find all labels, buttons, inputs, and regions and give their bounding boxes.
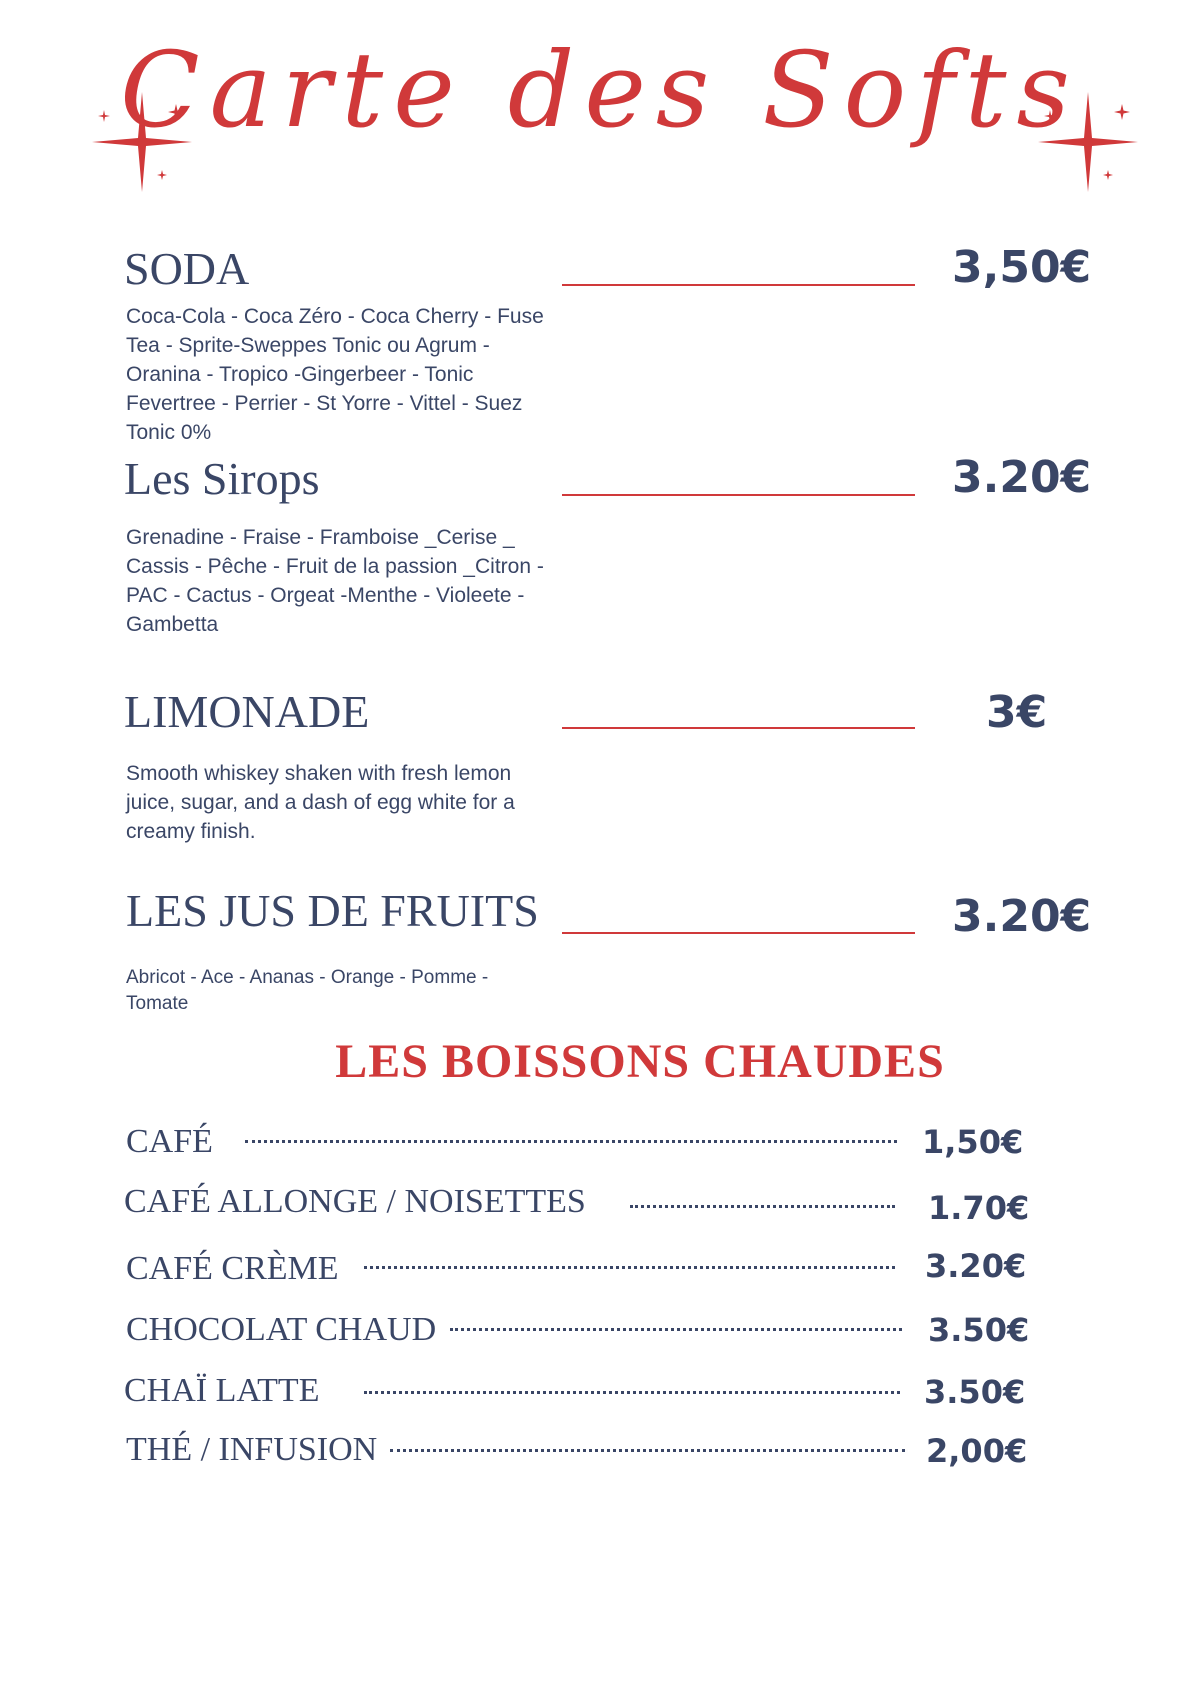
dotted-leader (450, 1328, 902, 1331)
price-leader-line (562, 932, 915, 934)
item-price: 3.20€ (925, 1247, 1027, 1285)
section-name: SODA (124, 243, 250, 294)
item-price: 2,00€ (926, 1432, 1028, 1470)
section-description: Coca-Cola - Coca Zéro - Coca Cherry - Fuse Tea - Sprite-Sweppes Tonic ou Agrum - Oranina - Tropico -Gingerbeer - Tonic Fevertree - Perrier - St Yorre - Vittel - Suez Tonic 0% (126, 305, 544, 444)
dotted-leader (390, 1449, 905, 1452)
section-price: 3.20€ (952, 891, 1092, 942)
item-name: THÉ / INFUSION (126, 1431, 378, 1468)
item-name: CHOCOLAT CHAUD (126, 1311, 437, 1348)
item-name: CAFÉ CRÈME (126, 1250, 339, 1287)
hot-drinks-title: LES BOISSONS CHAUDES (335, 1035, 945, 1088)
section-description: Smooth whiskey shaken with fresh lemon juice, sugar, and a dash of egg white for a creamy finish. (126, 762, 515, 843)
item-price: 1,50€ (922, 1123, 1024, 1161)
section-price: 3€ (986, 687, 1048, 738)
page-title: Carte des Softs (120, 29, 1080, 151)
price-leader-line (562, 727, 915, 729)
item-name: CAFÉ (126, 1123, 213, 1160)
section-name: LIMONADE (124, 686, 370, 737)
section-description: Abricot - Ace - Ananas - Orange - Pomme - Tomate (126, 967, 489, 1014)
item-name: CAFÉ ALLONGE / NOISETTES (124, 1183, 586, 1220)
dotted-leader (245, 1140, 897, 1143)
section-name: LES JUS DE FRUITS (126, 885, 539, 936)
item-price: 3.50€ (924, 1373, 1026, 1411)
dotted-leader (630, 1205, 895, 1208)
price-leader-line (562, 494, 915, 496)
section-price: 3,50€ (952, 242, 1092, 293)
section-description: Grenadine - Fraise - Framboise _Cerise _ Cassis - Pêche - Fruit de la passion _Citron - PAC - Cactus - Orgeat -Menthe - Violeete - Gambetta (126, 526, 544, 636)
item-price: 3.50€ (928, 1311, 1030, 1349)
section-price: 3.20€ (952, 452, 1092, 503)
price-leader-line (562, 284, 915, 286)
item-price: 1.70€ (928, 1189, 1030, 1227)
dotted-leader (364, 1266, 895, 1269)
item-name: CHAÏ LATTE (124, 1372, 320, 1409)
dotted-leader (364, 1391, 900, 1394)
section-name: Les Sirops (124, 453, 320, 504)
